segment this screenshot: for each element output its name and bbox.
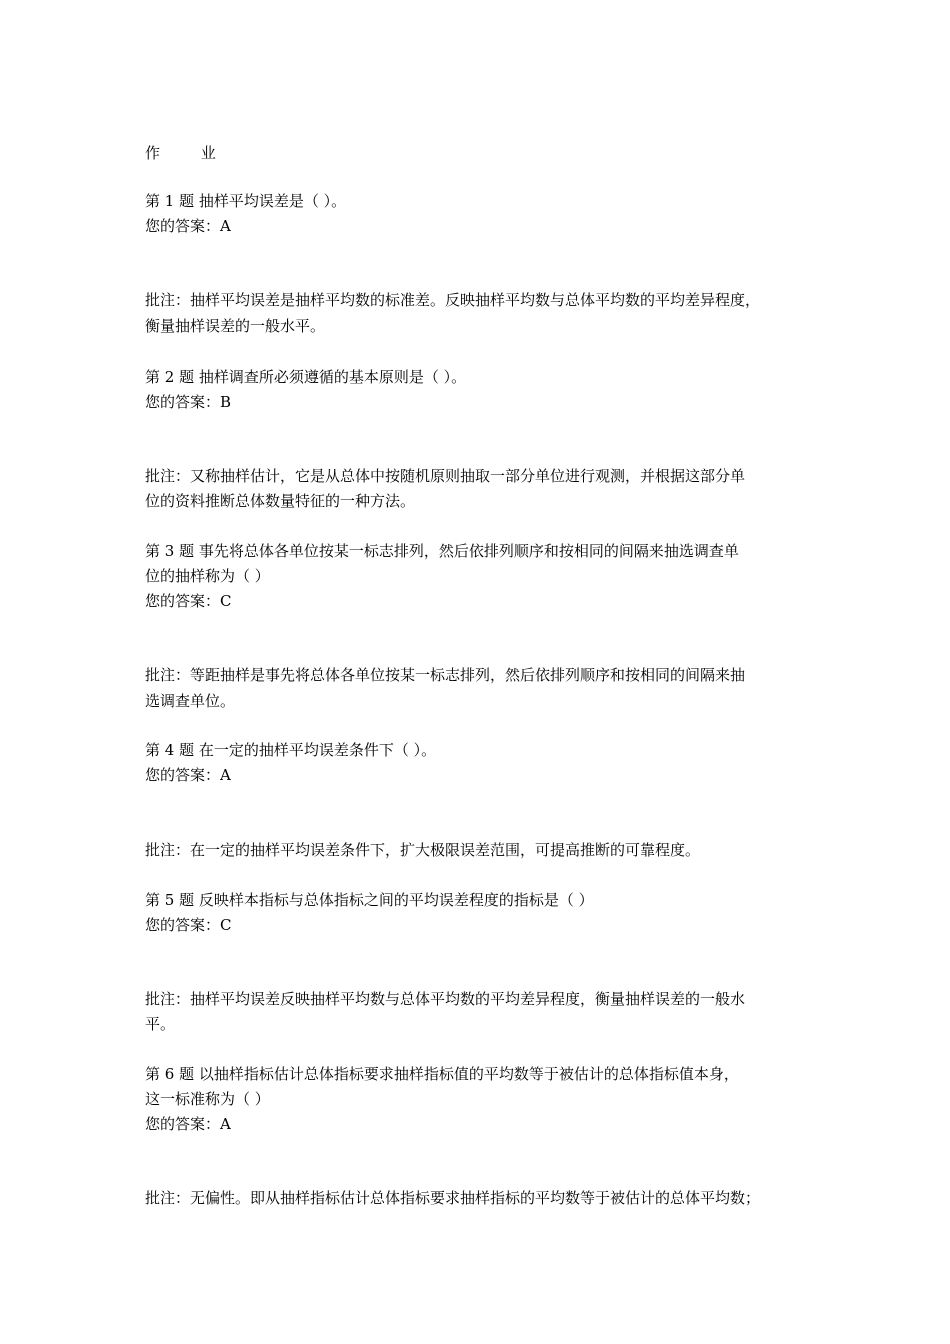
- question-1-note-line-1: 批注：抽样平均误差是抽样平均数的标准差。反映抽样平均数与总体平均数的平均差异程度，: [145, 291, 761, 309]
- question-3-note-line-1: 批注：等距抽样是事先将总体各单位按某一标志排列，然后依排列顺序和按相同的间隔来抽: [145, 666, 746, 684]
- question-5-text: 第 5 题 反映样本指标与总体指标之间的平均误差程度的指标是（ ）: [145, 891, 594, 909]
- question-2-note-line-1: 批注：又称抽样估计，它是从总体中按随机原则抽取一部分单位进行观测，并根据这部分单: [145, 467, 746, 485]
- question-5-answer: 您的答案：C: [145, 916, 232, 934]
- question-3-text-line-1: 第 3 题 事先将总体各单位按某一标志排列，然后依排列顺序和按相同的间隔来抽选调查单: [145, 542, 739, 560]
- question-1-note-line-2: 衡量抽样误差的一般水平。: [145, 317, 326, 335]
- question-4-text: 第 4 题 在一定的抽样平均误差条件下（ ）。: [145, 741, 437, 759]
- page-title: 作 业: [145, 144, 234, 162]
- question-1-text: 第 1 题 抽样平均误差是（ ）。: [145, 192, 347, 210]
- question-5-note-line-1: 批注：抽样平均误差反映抽样平均数与总体平均数的平均差异程度，衡量抽样误差的一般水: [145, 990, 746, 1008]
- question-2-note-line-2: 位的资料推断总体数量特征的一种方法。: [145, 492, 416, 510]
- question-1-answer: 您的答案：A: [145, 217, 231, 235]
- question-4-answer: 您的答案：A: [145, 766, 231, 784]
- question-3-text-line-2: 位的抽样称为（ ）: [145, 567, 270, 585]
- question-6-text-line-1: 第 6 题 以抽样指标估计总体指标要求抽样指标值的平均数等于被估计的总体指标值本身，: [145, 1065, 739, 1083]
- question-6-note-line-1: 批注：无偏性。即从抽样指标估计总体指标要求抽样指标的平均数等于被估计的总体平均数；: [145, 1189, 761, 1207]
- question-4-note-line-1: 批注：在一定的抽样平均误差条件下，扩大极限误差范围，可提高推断的可靠程度。: [145, 841, 701, 859]
- question-5-note-line-2: 平。: [145, 1015, 176, 1033]
- question-3-answer: 您的答案：C: [145, 592, 232, 610]
- question-2-text: 第 2 题 抽样调查所必须遵循的基本原则是（ ）。: [145, 368, 467, 386]
- question-6-text-line-2: 这一标准称为（ ）: [145, 1090, 270, 1108]
- question-3-note-line-2: 选调查单位。: [145, 692, 236, 710]
- question-2-answer: 您的答案：B: [145, 393, 232, 411]
- question-6-answer: 您的答案：A: [145, 1115, 231, 1133]
